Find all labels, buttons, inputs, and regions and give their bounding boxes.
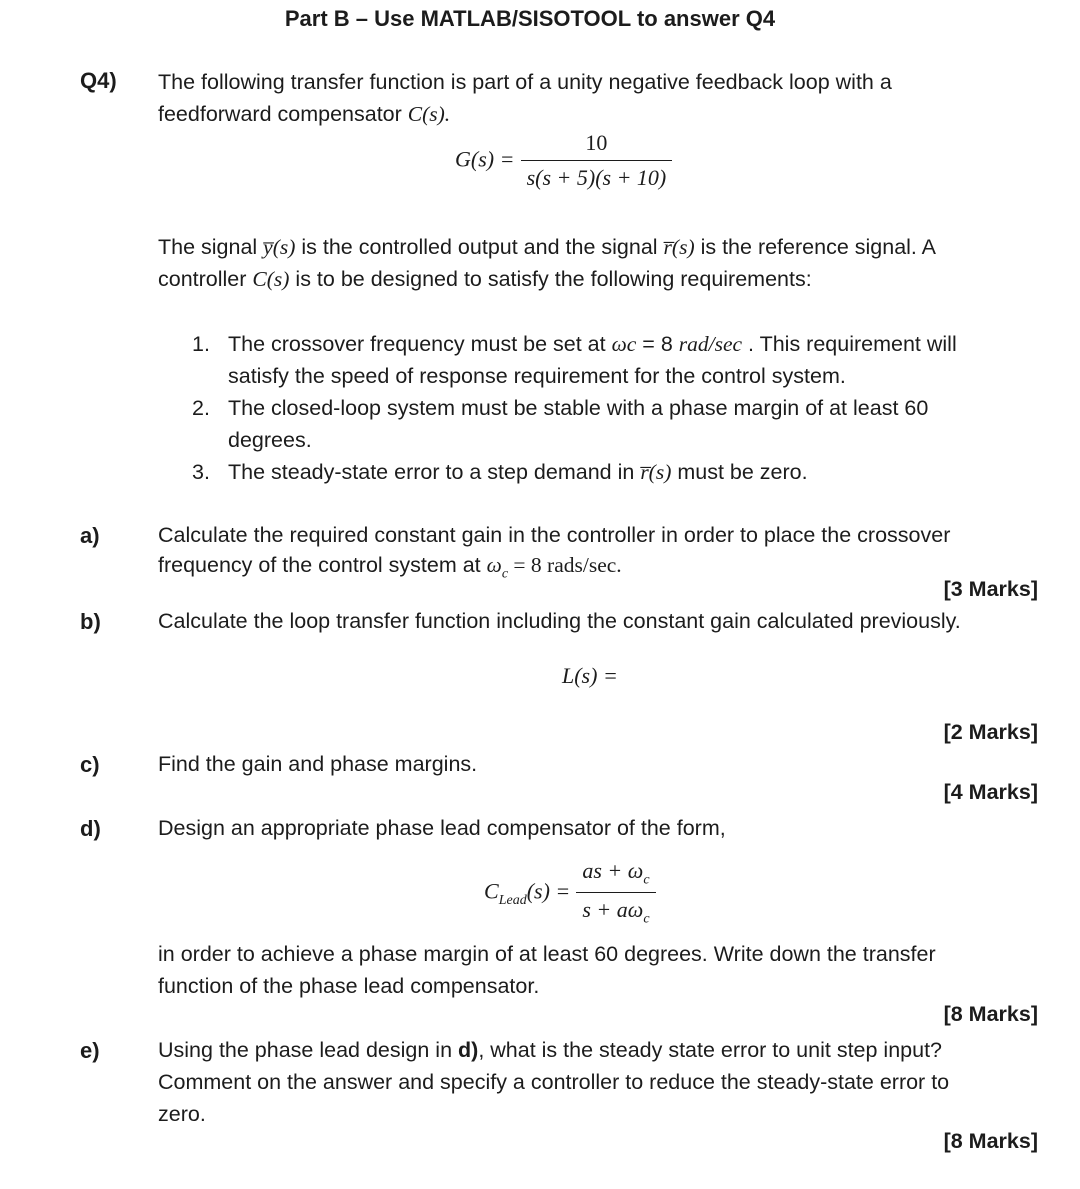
part-a-text: Calculate the required constant gain in the controller in order to place the crossover frequency of the control system at $\omega_c = 8$ rads/sec.: [158, 523, 951, 582]
signal-paragraph: The signal y̅(s) is the controlled output and the signal r̅(s) is the reference signal. A controller C(s) is to be designed to satisfy the following requirements:: [158, 235, 937, 291]
part-e-text: Using the phase lead design in d), what is the steady state error to unit step input? Comment on the answer and specify a controller to reduce the steady-state error to zero.: [158, 1038, 950, 1126]
part-a-marks: [3 Marks]: [943, 577, 1038, 601]
part-b-label: b): [80, 609, 101, 634]
part-c-label: c): [80, 752, 100, 777]
part-d-marks: [8 Marks]: [943, 1002, 1038, 1026]
lead-numerator: as + $\omega_c$: [582, 858, 650, 888]
part-b-marks: [2 Marks]: [943, 720, 1038, 744]
part-d-label: d): [80, 816, 101, 841]
question-label: Q4): [80, 68, 117, 93]
part-b-text: Calculate the loop transfer function including the constant gain calculated previously.: [158, 609, 961, 633]
q4-intro-line2: feedforward compensator C(s).: [158, 102, 451, 126]
q4-intro: [158, 66, 1048, 130]
part-e-marks: [8 Marks]: [943, 1129, 1038, 1153]
gs-denominator: s(s + 5)(s + 10): [521, 160, 673, 191]
list-item: 3. The steady-state error to a step demand in r̅(s) must be zero.: [192, 460, 808, 484]
gs-lhs: G(s) =: [455, 146, 515, 172]
part-c-marks: [4 Marks]: [943, 780, 1038, 804]
part-c-text: Find the gain and phase margins.: [158, 752, 478, 776]
part-d-continuation: in order to achieve a phase margin of at least 60 degrees. Write down the transfer function of the phase lead compensator.: [158, 942, 936, 998]
list-item: 1. The crossover frequency must be set at ωc = 8 rad/sec . This requirement will satisfy the speed of response requirement for the control system.: [192, 332, 957, 388]
lead-denominator: $s + a\omega_c$: [576, 892, 655, 927]
lead-compensator-equation: $C_{Lead}(s)$ = $\frac{as + \omega_c}{s + a\omega_c}$: [484, 858, 656, 928]
q4-intro-line1: The following transfer function is part of a unity negative feedback loop with a: [158, 70, 892, 94]
plant-transfer-function: [455, 130, 672, 191]
gs-numerator: 10: [585, 130, 608, 155]
part-d-text: Design an appropriate phase lead compensator of the form,: [158, 816, 726, 840]
part-e-label: e): [80, 1038, 100, 1063]
loop-transfer-function: L(s) =: [562, 663, 618, 688]
page-title: Part B – Use MATLAB/SISOTOOL to answer Q4: [284, 6, 776, 31]
list-item: 2. The closed-loop system must be stable with a phase margin of at least 60 degrees.: [192, 396, 929, 452]
requirements-list: [192, 328, 1052, 488]
part-a-label: a): [80, 523, 100, 548]
